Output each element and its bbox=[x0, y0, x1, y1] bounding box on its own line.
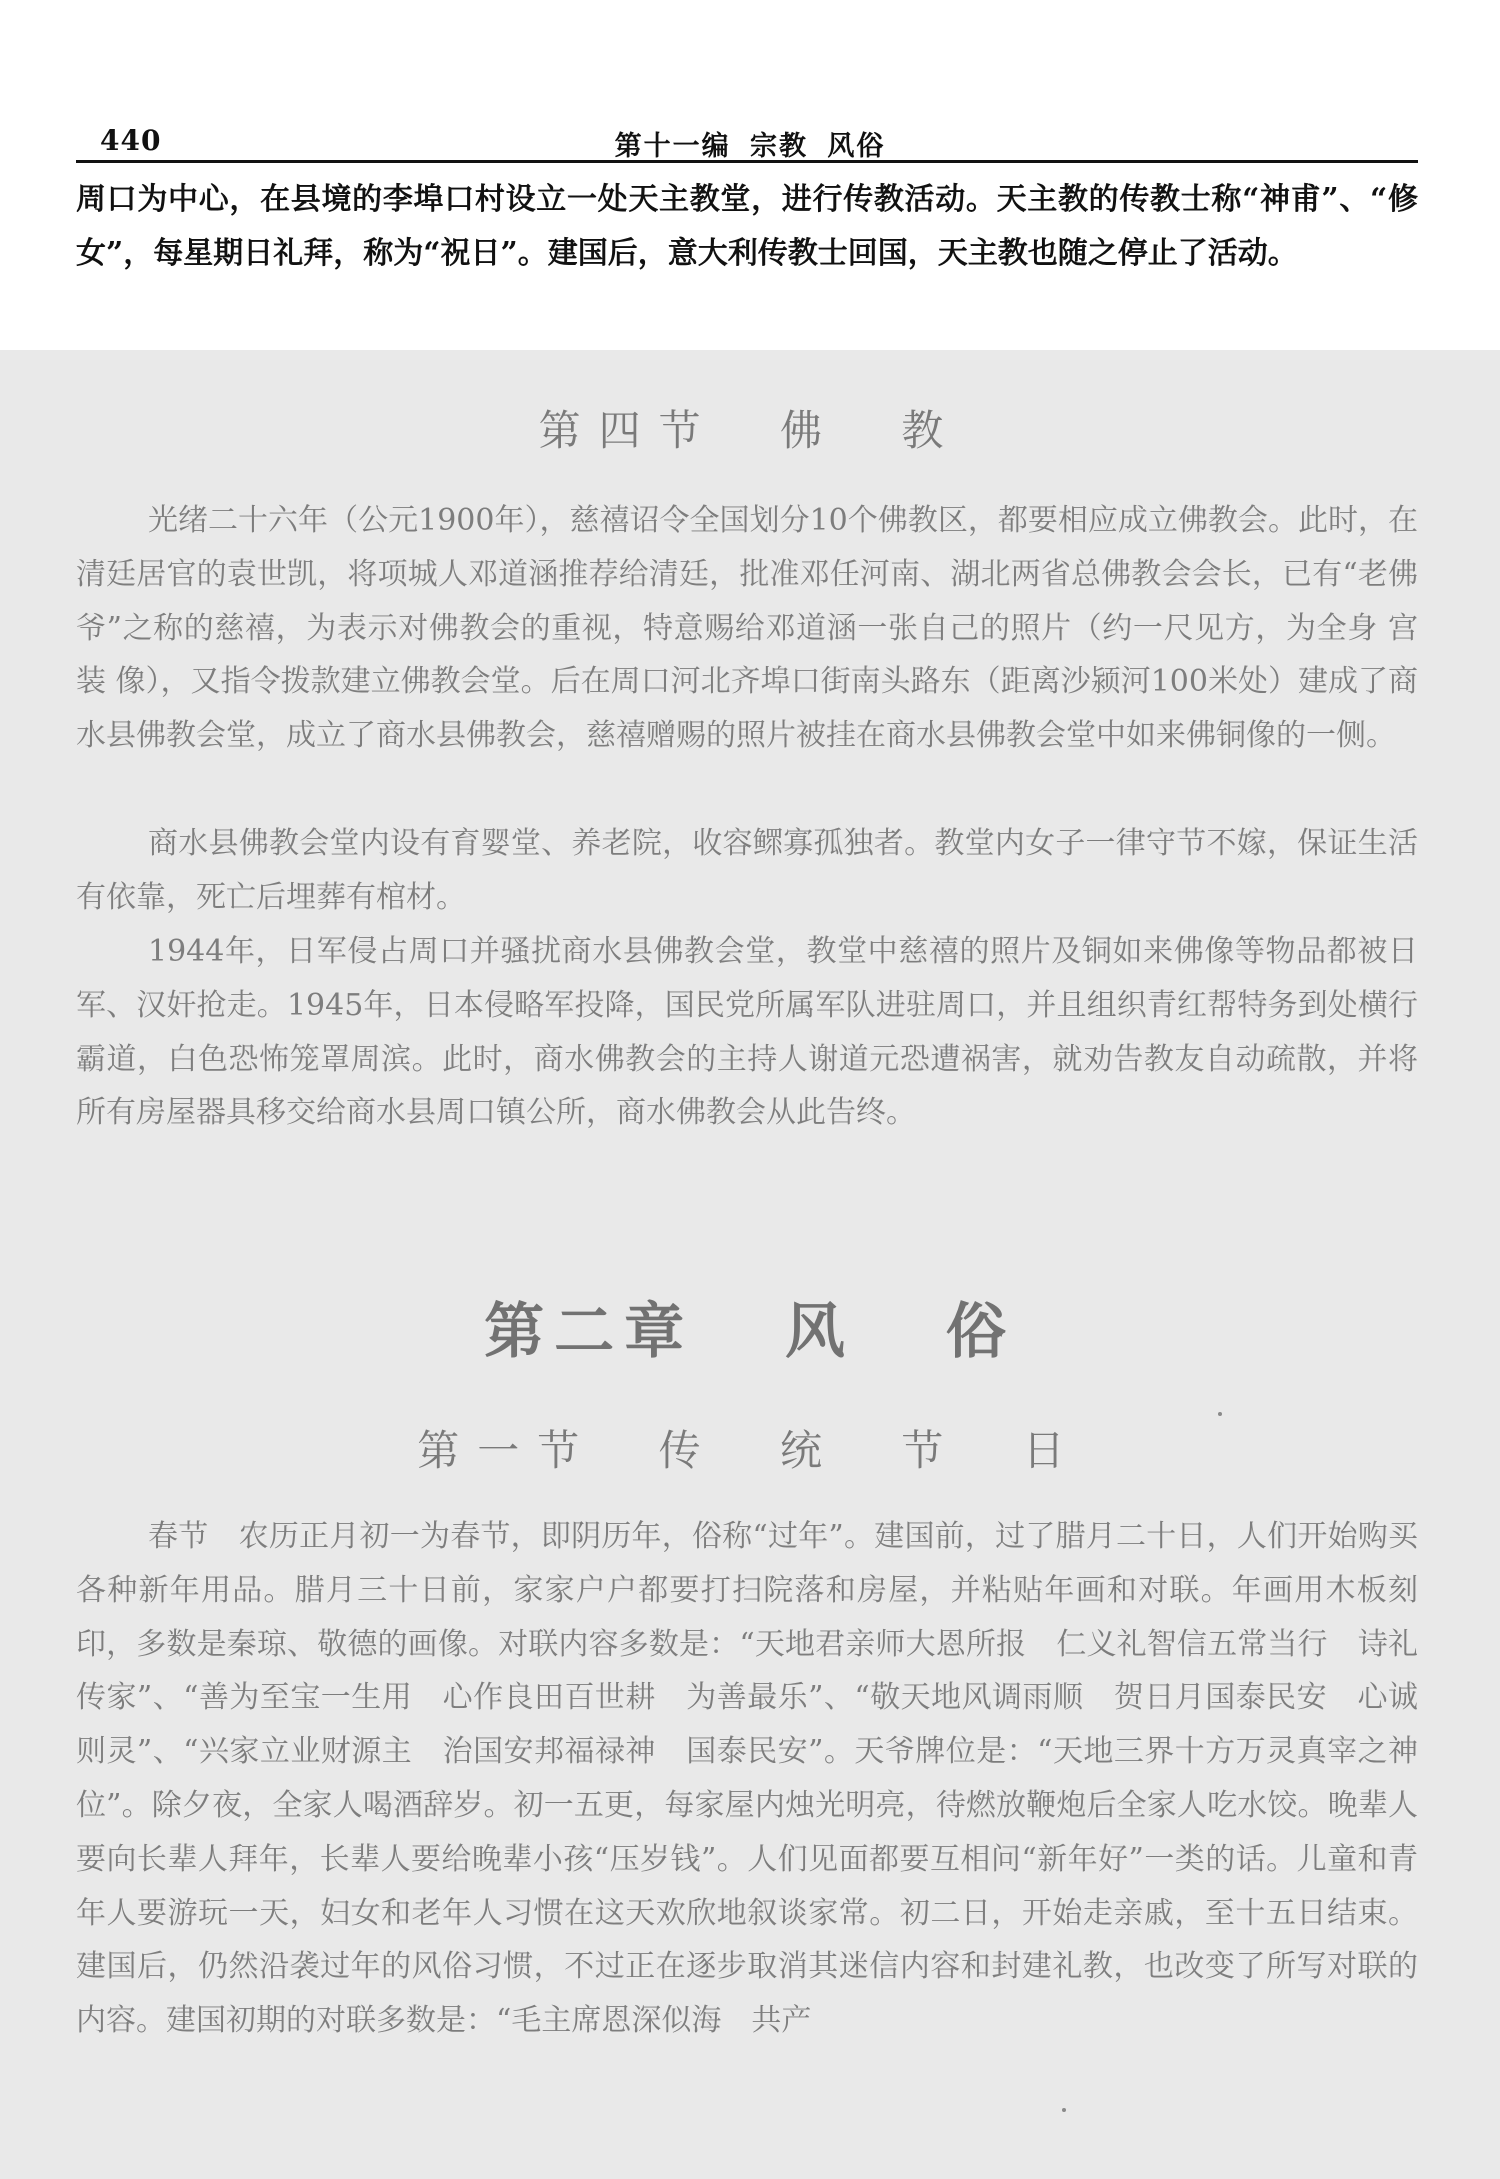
buddhism-paragraph-2: 商水县佛教会堂内设有育婴堂、养老院，收容鳏寡孤独者。教堂内女子一律守节不嫁，保证生活有依靠，死亡后埋葬有棺材。 bbox=[76, 826, 1418, 915]
scan-speck bbox=[1062, 2108, 1066, 2112]
header-rule bbox=[76, 160, 1418, 163]
page-number: 440 bbox=[100, 124, 162, 157]
section-title-buddhism: 第四节 佛 教 bbox=[538, 406, 962, 455]
buddhism-paragraph-3: 1944年，日军侵占周口并骚扰商水县佛教会堂，教堂中慈禧的照片及铜如来佛像等物品都被日军、汉奸抢走。1945年，日本侵略军投降，国民党所属军队进驻周口，并且组织青红帮特务到处横行霸道，白色恐怖笼罩周滨。此时，商水佛教会的主持人谢道元恐遭祸害，就劝告教友自动疏散，并将所有房屋器具移交给商水县周口镇公所，商水佛教会从此告终。 bbox=[76, 934, 1418, 1131]
spring-festival-paragraph: 春节 农历正月初一为春节，即阴历年，俗称“过年”。建国前，过了腊月二十日，人们开始购买各种新年用品。腊月三十日前，家家户户都要打扫院落和房屋，并粘贴年画和对联。年画用木板刻印，多数是秦琼、敬德的画像。对联内容多数是：“天地君亲师大恩所报 仁义礼智信五常当行 诗礼传家”、“善为至宝一生用 心作良田百世耕 为善最乐”、“敬天地风调雨顺 贺日月国泰民安 心诚则灵”、“兴家立业财源主 治国安邦福禄神 国泰民安”。天爷牌位是：“天地三界十方万灵真宰之神位”。除夕夜，全家人喝酒辞岁。初一五更，每家屋内烛光明亮，待燃放鞭炮后全家人吃水饺。晚辈人要向长辈人拜年，长辈人要给晚辈小孩“压岁钱”。人们见面都要互相问“新年好”一类的话。儿童和青年人要游玩一天，妇女和老年人习惯在这天欢欣地叙谈家常。初二日，开始走亲戚，至十五日结束。建国后，仍然沿袭过年的风俗习惯，不过正在逐步取消其迷信内容和封建礼教，也改变了所写对联的内容。建国初期的对联多数是：“毛主席恩深似海 共产 bbox=[76, 1519, 1418, 2039]
scan-speck bbox=[1218, 1412, 1222, 1416]
section-title-festivals: 第一节 传 统 节 日 bbox=[417, 1426, 1083, 1475]
buddhism-paragraph-1: 光绪二十六年（公元1900年），慈禧诏令全国划分10个佛教区，都要相应成立佛教会。此时，在清廷居官的袁世凯，将项城人邓道涵推荐给清廷，批准邓任河南、湖北两省总佛教会会长，已有“老佛爷”之称的慈禧，为表示对佛教会的重视，特意赐给邓道涵一张自己的照片（约一尺见方，为全身 宫 装 像），又指令拨款建立佛教会堂。后在周口河北齐埠口街南头路东（距离沙颍河100米处）建成了商水县佛教会堂，成立了商水县佛教会，慈禧赠赐的照片被挂在商水县佛教会堂中如来佛铜像的一侧。 bbox=[76, 503, 1418, 754]
chapter-title: 第二章 风 俗 bbox=[484, 1297, 1016, 1367]
running-head: 第十一编 宗教 风俗 bbox=[614, 131, 886, 162]
continued-paragraph: 周口为中心，在县境的李埠口村设立一处天主教堂，进行传教活动。天主教的传教士称“神甫”、“修女”，每星期日礼拜，称为“祝日”。建国后，意大利传教士回国，天主教也随之停止了活动。 bbox=[76, 182, 1418, 271]
